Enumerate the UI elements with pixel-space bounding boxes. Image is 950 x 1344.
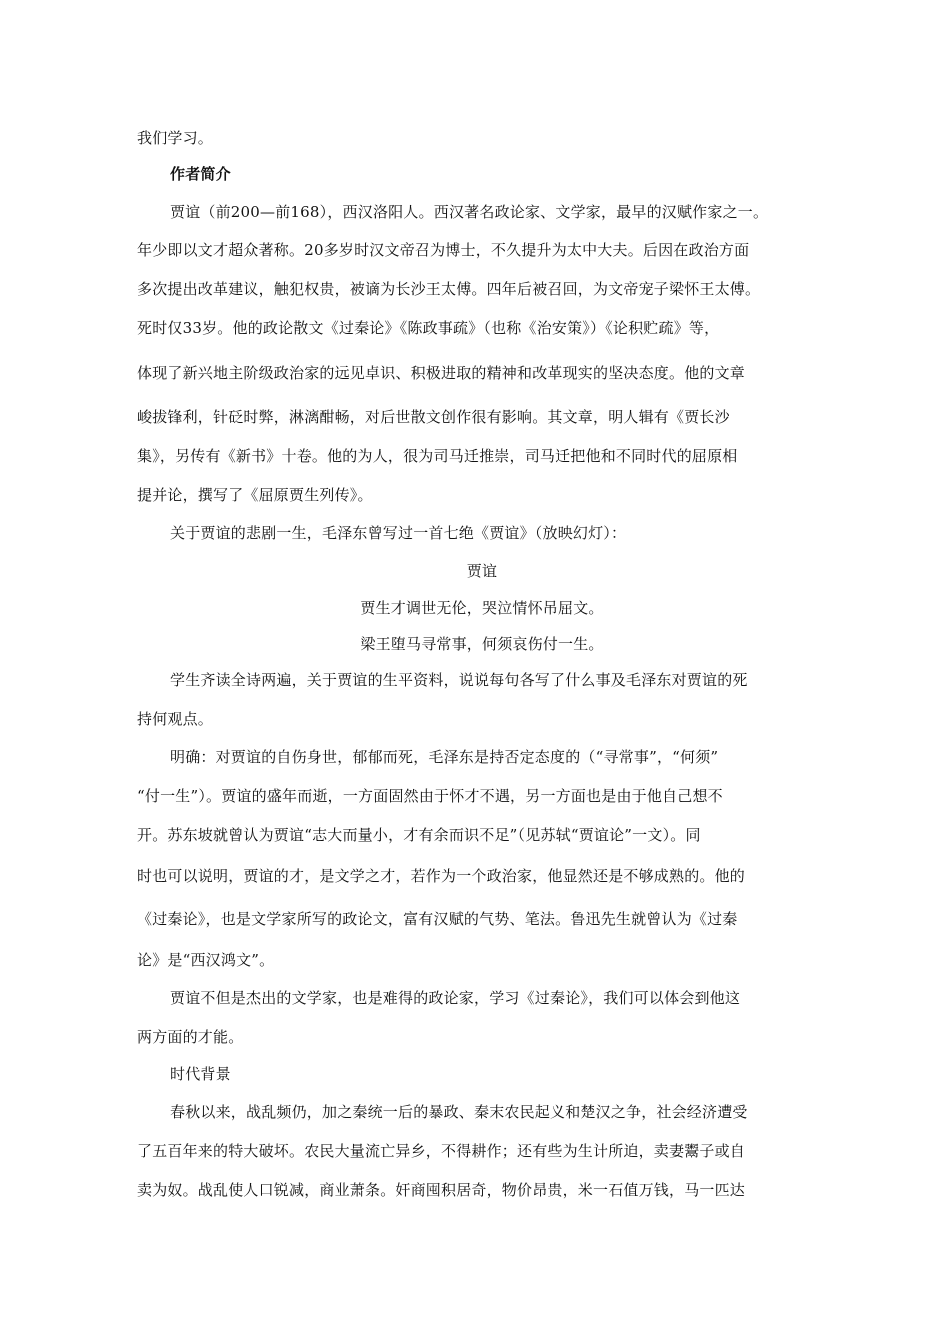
text-line: 春秋以来，战乱频仍，加之秦统一后的暴政、秦末农民起义和楚汉之争，社会经济遭受 [170, 1103, 748, 1121]
text-line: 开。苏东坡就曾认为贾谊“志大而量小，才有余而识不足”（见苏轼“贾谊论”一文）。同 [137, 826, 701, 844]
text-line: 我们学习。 [137, 129, 214, 147]
text-line: 《过秦论》，也是文学家所写的政论文，富有汉赋的气势、笔法。鲁迅先生就曾认为《过秦 [137, 910, 738, 928]
text-line: 时也可以说明，贾谊的才，是文学之才，若作为一个政治家，他显然还是不够成熟的。他的 [137, 867, 746, 885]
text-line: 体现了新兴地主阶级政治家的远见卓识、积极进取的精神和改革现实的坚决态度。他的文章 [137, 364, 746, 382]
text-line: 了五百年来的特大破坏。农民大量流亡异乡，不得耕作；还有些为生计所迫，卖妻鬻子或自 [137, 1142, 746, 1160]
text-line: 关于贾谊的悲剧一生，毛泽东曾写过一首七绝《贾谊》（放映幻灯）： [170, 524, 627, 542]
text-line: 卖为奴。战乱使人口锐减，商业萧条。奸商囤积居奇，物价昂贵，米一石值万钱，马一匹达 [137, 1181, 746, 1199]
text-line: 死时仅33岁。他的政论散文《过秦论》《陈政事疏》（也称《治安策》）《论积贮疏》等， [137, 319, 720, 337]
poem-title: 贾谊 [466, 562, 498, 580]
text-line: 贾谊不但是杰出的文学家，也是难得的政论家，学习《过秦论》，我们可以体会到他这 [170, 989, 741, 1007]
poem-line: 梁王堕马寻常事，何须哀伤付一生。 [360, 635, 604, 653]
text-line: 明确：对贾谊的自伤身世，郁郁而死，毛泽东是持否定态度的（“寻常事”，“何须” [170, 748, 719, 766]
text-line: “付一生”）。贾谊的盛年而逝，一方面固然由于怀才不遇，另一方面也是由于他自己想不 [137, 787, 723, 805]
text-line: 学生齐读全诗两遍，关于贾谊的生平资料，说说每句各写了什么事及毛泽东对贾谊的死 [170, 671, 748, 689]
text-line: 多次提出改革建议，触犯权贵，被谪为长沙王太傅。四年后被召回，为文帝宠子梁怀王太傅。 [137, 280, 761, 298]
text-line: 持何观点。 [137, 710, 214, 728]
text-line: 集》，另传有《新书》十卷。他的为人，很为司马迁推崇，司马迁把他和不同时代的屈原相 [137, 447, 738, 465]
poem-line: 贾生才调世无伦，哭泣情怀吊屈文。 [360, 599, 604, 617]
text-line: 两方面的才能。 [137, 1028, 244, 1046]
section-heading-background: 时代背景 [170, 1065, 231, 1083]
text-line: 年少即以文才超众著称。20多岁时汉文帝召为博士，不久提升为太中大夫。后因在政治方面 [137, 241, 750, 259]
section-heading-author: 作者简介 [170, 165, 231, 183]
text-line: 峻拔锋利，针砭时弊，淋漓酣畅，对后世散文创作很有影响。其文章，明人辑有《贾长沙 [137, 408, 730, 426]
text-line: 提并论，撰写了《屈原贾生列传》。 [137, 486, 373, 504]
text-line: 贾谊（前200—前168），西汉洛阳人。西汉著名政论家、文学家，最早的汉赋作家之一。 [170, 203, 769, 221]
text-line: 论》是“西汉鸿文”。 [137, 951, 275, 969]
